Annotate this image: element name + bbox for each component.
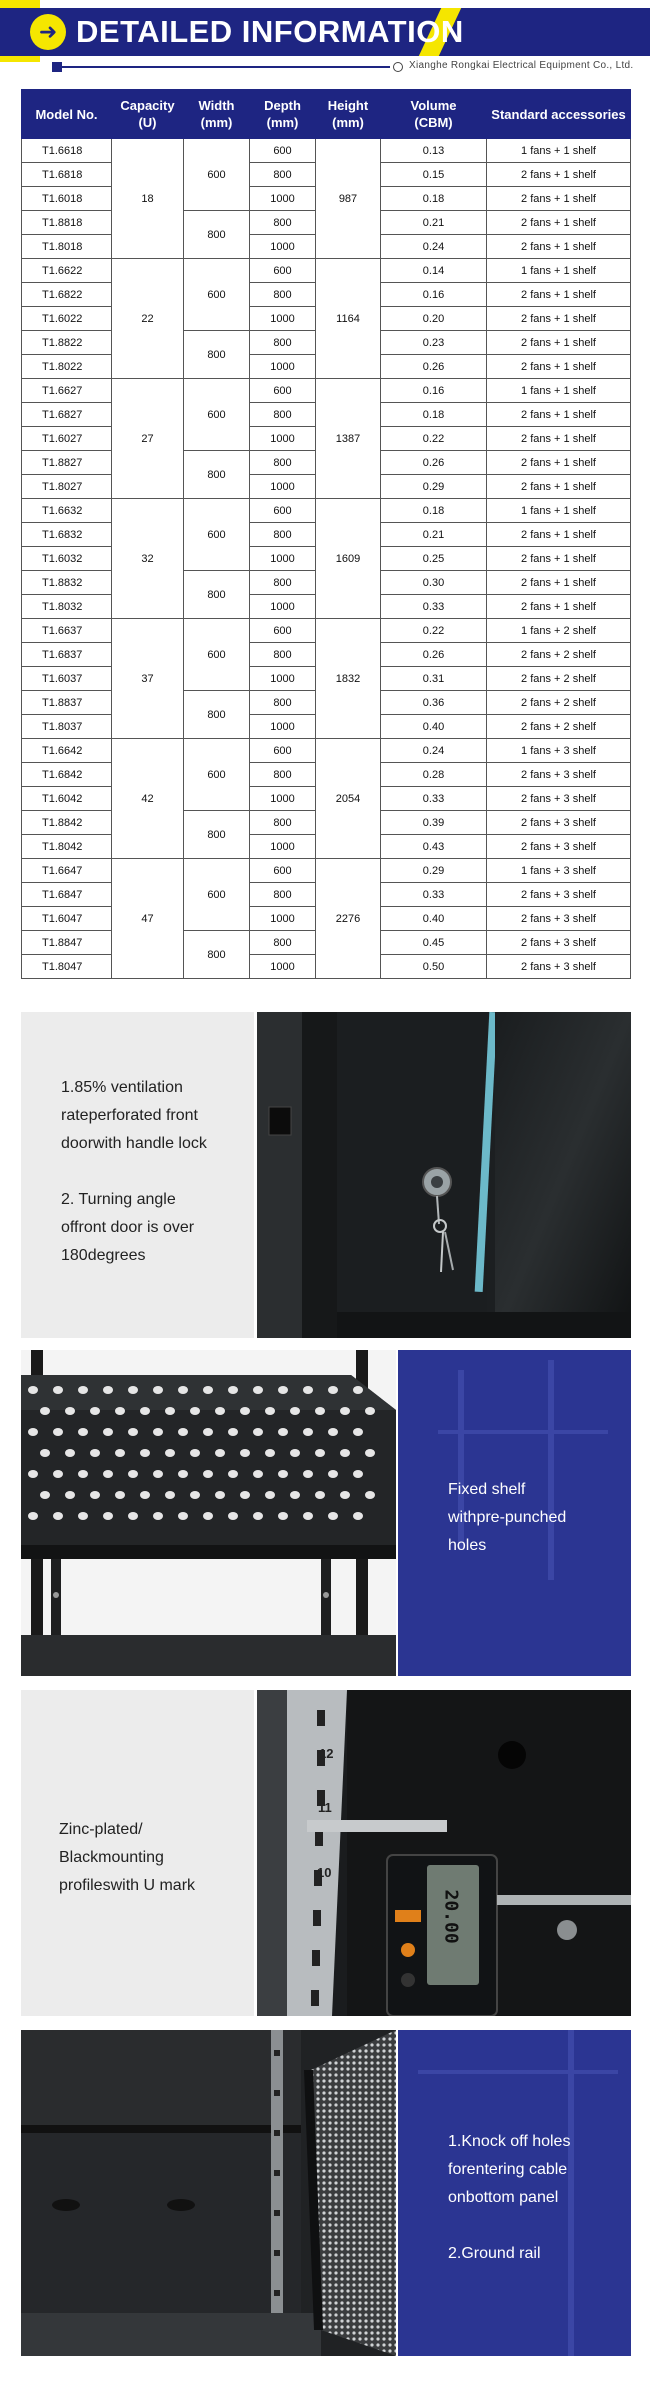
model-cell: T1.6032: [22, 547, 112, 571]
column-header-text: Depth: [264, 98, 301, 113]
column-header: [381, 90, 487, 139]
volume-cell: 0.21: [381, 523, 487, 547]
table-row: [22, 859, 631, 883]
volume-cell: 0.18: [381, 499, 487, 523]
column-header: [487, 90, 631, 139]
model-cell: T1.8047: [22, 955, 112, 979]
model-cell: T1.6627: [22, 379, 112, 403]
feature-door-line: rateperforated front: [61, 1107, 198, 1124]
depth-cell: 1000: [250, 475, 316, 499]
accessories-cell: 1 fans + 1 shelf: [487, 379, 631, 403]
accessories-cell: 1 fans + 2 shelf: [487, 619, 631, 643]
depth-cell: 1000: [250, 667, 316, 691]
feature-bottom-description: [448, 2128, 570, 2268]
volume-cell: 0.50: [381, 955, 487, 979]
model-cell: T1.6842: [22, 763, 112, 787]
depth-cell: 1000: [250, 307, 316, 331]
depth-cell: 1000: [250, 187, 316, 211]
ruler-number: 12: [319, 1746, 334, 1761]
table-row: [22, 139, 631, 163]
depth-cell: 1000: [250, 355, 316, 379]
model-cell: T1.8832: [22, 571, 112, 595]
accessories-cell: 2 fans + 1 shelf: [487, 427, 631, 451]
column-header-text: Volume: [410, 98, 457, 113]
volume-cell: 0.25: [381, 547, 487, 571]
volume-cell: 0.29: [381, 859, 487, 883]
model-cell: T1.6647: [22, 859, 112, 883]
feature-door-line: doorwith handle lock: [61, 1135, 207, 1152]
feature-shelf-description: [448, 1476, 566, 1560]
column-header-text: (CBM): [414, 115, 453, 130]
depth-cell: 1000: [250, 715, 316, 739]
accessories-cell: 2 fans + 1 shelf: [487, 547, 631, 571]
volume-cell: 0.40: [381, 907, 487, 931]
feature-door-section: [21, 1012, 631, 1338]
width-cell: 600: [184, 619, 250, 691]
volume-cell: 0.26: [381, 355, 487, 379]
column-header: [316, 90, 381, 139]
volume-cell: 0.28: [381, 763, 487, 787]
accessories-cell: 2 fans + 3 shelf: [487, 955, 631, 979]
depth-cell: 600: [250, 139, 316, 163]
shelf-photo: [21, 1350, 396, 1676]
height-cell: 1387: [316, 379, 381, 499]
company-name: Xianghe Rongkai Electrical Equipment Co., Ltd.: [409, 60, 634, 71]
model-cell: T1.6022: [22, 307, 112, 331]
accessories-cell: 2 fans + 3 shelf: [487, 931, 631, 955]
feature-shelf-textbox: [398, 1350, 631, 1676]
depth-cell: 800: [250, 691, 316, 715]
feature-profile-line: Blackmounting: [59, 1849, 164, 1866]
model-cell: T1.6837: [22, 643, 112, 667]
width-cell: 800: [184, 451, 250, 499]
accessories-cell: 1 fans + 1 shelf: [487, 259, 631, 283]
profile-caliper-photo: [257, 1690, 631, 2016]
volume-cell: 0.45: [381, 931, 487, 955]
accessories-cell: 1 fans + 1 shelf: [487, 499, 631, 523]
depth-cell: 800: [250, 331, 316, 355]
height-cell: 987: [316, 139, 381, 259]
depth-cell: 800: [250, 763, 316, 787]
model-cell: T1.6042: [22, 787, 112, 811]
feature-door-line: 1.85% ventilation: [61, 1079, 183, 1096]
model-cell: T1.6027: [22, 427, 112, 451]
accessories-cell: 2 fans + 2 shelf: [487, 667, 631, 691]
accessories-cell: 2 fans + 1 shelf: [487, 595, 631, 619]
model-cell: T1.8842: [22, 811, 112, 835]
page-header: [0, 0, 650, 76]
model-cell: T1.6818: [22, 163, 112, 187]
volume-cell: 0.33: [381, 787, 487, 811]
depth-cell: 1000: [250, 547, 316, 571]
volume-cell: 0.16: [381, 283, 487, 307]
accessories-cell: 2 fans + 1 shelf: [487, 523, 631, 547]
model-cell: T1.6047: [22, 907, 112, 931]
accessories-cell: 2 fans + 3 shelf: [487, 883, 631, 907]
model-cell: T1.6822: [22, 283, 112, 307]
depth-cell: 600: [250, 619, 316, 643]
capacity-cell: 37: [112, 619, 184, 739]
volume-cell: 0.30: [381, 571, 487, 595]
accessories-cell: 2 fans + 3 shelf: [487, 835, 631, 859]
volume-cell: 0.20: [381, 307, 487, 331]
model-cell: T1.6847: [22, 883, 112, 907]
volume-cell: 0.23: [381, 331, 487, 355]
feature-door-line: offront door is over: [61, 1219, 195, 1236]
feature-door-textbox: [21, 1012, 254, 1338]
width-cell: 800: [184, 931, 250, 979]
model-cell: T1.6642: [22, 739, 112, 763]
feature-profile-line: profileswith U mark: [59, 1877, 196, 1894]
page-title: DETAILED INFORMATION: [76, 14, 464, 49]
volume-cell: 0.26: [381, 451, 487, 475]
volume-cell: 0.24: [381, 235, 487, 259]
depth-cell: 600: [250, 499, 316, 523]
column-header-text: Model No.: [35, 106, 98, 122]
accessories-cell: 2 fans + 1 shelf: [487, 307, 631, 331]
model-cell: T1.8822: [22, 331, 112, 355]
accessories-cell: 2 fans + 2 shelf: [487, 691, 631, 715]
feature-bottom-textbox: [398, 2030, 631, 2356]
feature-bottom-line: 1.Knock off holes: [448, 2133, 571, 2150]
depth-cell: 1000: [250, 787, 316, 811]
volume-cell: 0.22: [381, 427, 487, 451]
accessories-cell: 2 fans + 1 shelf: [487, 163, 631, 187]
width-cell: 600: [184, 859, 250, 931]
depth-cell: 800: [250, 283, 316, 307]
ruler-number: 11: [318, 1800, 332, 1815]
depth-cell: 1000: [250, 907, 316, 931]
width-cell: 800: [184, 571, 250, 619]
model-cell: T1.6637: [22, 619, 112, 643]
model-cell: T1.6037: [22, 667, 112, 691]
depth-cell: 800: [250, 571, 316, 595]
width-cell: 600: [184, 259, 250, 331]
capacity-cell: 18: [112, 139, 184, 259]
accessories-cell: 2 fans + 1 shelf: [487, 211, 631, 235]
feature-bottom-line: forentering cable: [448, 2161, 568, 2178]
accessories-cell: 2 fans + 3 shelf: [487, 907, 631, 931]
accessories-cell: 2 fans + 1 shelf: [487, 283, 631, 307]
height-cell: 2054: [316, 739, 381, 859]
column-header-text: Height: [327, 98, 369, 113]
header-divider: [58, 66, 390, 68]
spec-table: [21, 89, 631, 979]
feature-bottom-section: [21, 2030, 631, 2356]
feature-door-description: [61, 1074, 207, 1270]
width-cell: 600: [184, 499, 250, 571]
width-cell: 600: [184, 739, 250, 811]
model-cell: T1.8037: [22, 715, 112, 739]
spec-table-head: [22, 90, 631, 139]
accessories-cell: 1 fans + 3 shelf: [487, 739, 631, 763]
height-cell: 1832: [316, 619, 381, 739]
accessories-cell: 1 fans + 1 shelf: [487, 139, 631, 163]
depth-cell: 800: [250, 643, 316, 667]
spec-table-body: [22, 139, 631, 979]
depth-cell: 600: [250, 859, 316, 883]
column-header-text: Capacity: [120, 98, 175, 113]
table-row: [22, 499, 631, 523]
model-cell: T1.6832: [22, 523, 112, 547]
volume-cell: 0.36: [381, 691, 487, 715]
depth-cell: 800: [250, 523, 316, 547]
accessories-cell: 2 fans + 2 shelf: [487, 643, 631, 667]
accessories-cell: 2 fans + 1 shelf: [487, 475, 631, 499]
capacity-cell: 22: [112, 259, 184, 379]
model-cell: T1.8022: [22, 355, 112, 379]
volume-cell: 0.40: [381, 715, 487, 739]
depth-cell: 800: [250, 163, 316, 187]
table-row: [22, 259, 631, 283]
accessories-cell: 2 fans + 3 shelf: [487, 811, 631, 835]
feature-shelf-line: Fixed shelf: [448, 1481, 526, 1498]
column-header-text: (mm): [266, 115, 299, 130]
volume-cell: 0.14: [381, 259, 487, 283]
volume-cell: 0.16: [381, 379, 487, 403]
width-cell: 800: [184, 331, 250, 379]
model-cell: T1.6632: [22, 499, 112, 523]
depth-cell: 800: [250, 931, 316, 955]
feature-door-line: 2. Turning angle: [61, 1191, 176, 1208]
width-cell: 600: [184, 379, 250, 451]
height-cell: 1164: [316, 259, 381, 379]
volume-cell: 0.26: [381, 643, 487, 667]
model-cell: T1.8042: [22, 835, 112, 859]
column-header: [250, 90, 316, 139]
feature-profile-section: [21, 1690, 631, 2016]
table-row: [22, 619, 631, 643]
capacity-cell: 32: [112, 499, 184, 619]
volume-cell: 0.18: [381, 403, 487, 427]
spec-table-header-row: [22, 90, 631, 139]
feature-door-line: 180degrees: [61, 1247, 146, 1264]
column-header: [112, 90, 184, 139]
width-cell: 800: [184, 691, 250, 739]
column-header-text: Standard accessories: [491, 106, 626, 122]
depth-cell: 1000: [250, 235, 316, 259]
depth-cell: 800: [250, 211, 316, 235]
height-cell: 2276: [316, 859, 381, 979]
depth-cell: 1000: [250, 595, 316, 619]
accessories-cell: 2 fans + 1 shelf: [487, 235, 631, 259]
model-cell: T1.8032: [22, 595, 112, 619]
depth-cell: 600: [250, 379, 316, 403]
volume-cell: 0.24: [381, 739, 487, 763]
accessories-cell: 2 fans + 3 shelf: [487, 787, 631, 811]
accessories-cell: 2 fans + 3 shelf: [487, 763, 631, 787]
column-header: [184, 90, 250, 139]
model-cell: T1.8027: [22, 475, 112, 499]
accessories-cell: 2 fans + 1 shelf: [487, 331, 631, 355]
column-header: [22, 90, 112, 139]
feature-bottom-line: 2.Ground rail: [448, 2245, 541, 2262]
capacity-cell: 42: [112, 739, 184, 859]
model-cell: T1.8827: [22, 451, 112, 475]
accessories-cell: 1 fans + 3 shelf: [487, 859, 631, 883]
feature-shelf-line: withpre-punched: [448, 1509, 567, 1526]
depth-cell: 1000: [250, 835, 316, 859]
table-row: [22, 739, 631, 763]
column-header-text: Width: [198, 98, 235, 113]
accessories-cell: 2 fans + 1 shelf: [487, 355, 631, 379]
accessories-cell: 2 fans + 1 shelf: [487, 451, 631, 475]
accessories-cell: 2 fans + 1 shelf: [487, 403, 631, 427]
model-cell: T1.6018: [22, 187, 112, 211]
width-cell: 600: [184, 139, 250, 211]
depth-cell: 800: [250, 403, 316, 427]
depth-cell: 600: [250, 259, 316, 283]
feature-profile-textbox: [21, 1690, 254, 2016]
table-row: [22, 379, 631, 403]
caliper-display-reading: 20.00: [440, 1889, 462, 1944]
model-cell: T1.8018: [22, 235, 112, 259]
depth-cell: 1000: [250, 955, 316, 979]
depth-cell: 800: [250, 811, 316, 835]
column-header-text: (U): [138, 115, 157, 130]
volume-cell: 0.33: [381, 883, 487, 907]
depth-cell: 1000: [250, 427, 316, 451]
feature-profile-line: Zinc-plated/: [59, 1821, 143, 1838]
volume-cell: 0.18: [381, 187, 487, 211]
model-cell: T1.6618: [22, 139, 112, 163]
capacity-cell: 47: [112, 859, 184, 979]
volume-cell: 0.33: [381, 595, 487, 619]
volume-cell: 0.13: [381, 139, 487, 163]
feature-profile-description: [59, 1816, 195, 1900]
height-cell: 1609: [316, 499, 381, 619]
cabinet-bottom-photo: [21, 2030, 396, 2356]
feature-shelf-section: [21, 1350, 631, 1676]
volume-cell: 0.21: [381, 211, 487, 235]
volume-cell: 0.15: [381, 163, 487, 187]
ruler-number: 10: [317, 1865, 332, 1880]
model-cell: T1.8818: [22, 211, 112, 235]
depth-cell: 600: [250, 739, 316, 763]
column-header-text: (mm): [332, 115, 364, 130]
volume-cell: 0.39: [381, 811, 487, 835]
depth-cell: 800: [250, 451, 316, 475]
volume-cell: 0.43: [381, 835, 487, 859]
feature-bottom-line: onbottom panel: [448, 2189, 559, 2206]
width-cell: 800: [184, 211, 250, 259]
depth-cell: 800: [250, 883, 316, 907]
door-lock-photo: [257, 1012, 631, 1338]
model-cell: T1.8837: [22, 691, 112, 715]
volume-cell: 0.22: [381, 619, 487, 643]
capacity-cell: 27: [112, 379, 184, 499]
model-cell: T1.8847: [22, 931, 112, 955]
arrow-right-icon: ➜: [30, 14, 66, 50]
volume-cell: 0.29: [381, 475, 487, 499]
model-cell: T1.6827: [22, 403, 112, 427]
accessories-cell: 2 fans + 1 shelf: [487, 187, 631, 211]
volume-cell: 0.31: [381, 667, 487, 691]
accessories-cell: 2 fans + 1 shelf: [487, 571, 631, 595]
column-header-text: (mm): [200, 115, 233, 130]
circle-icon: [393, 62, 403, 72]
width-cell: 800: [184, 811, 250, 859]
model-cell: T1.6622: [22, 259, 112, 283]
accessories-cell: 2 fans + 2 shelf: [487, 715, 631, 739]
feature-shelf-line: holes: [448, 1537, 487, 1554]
